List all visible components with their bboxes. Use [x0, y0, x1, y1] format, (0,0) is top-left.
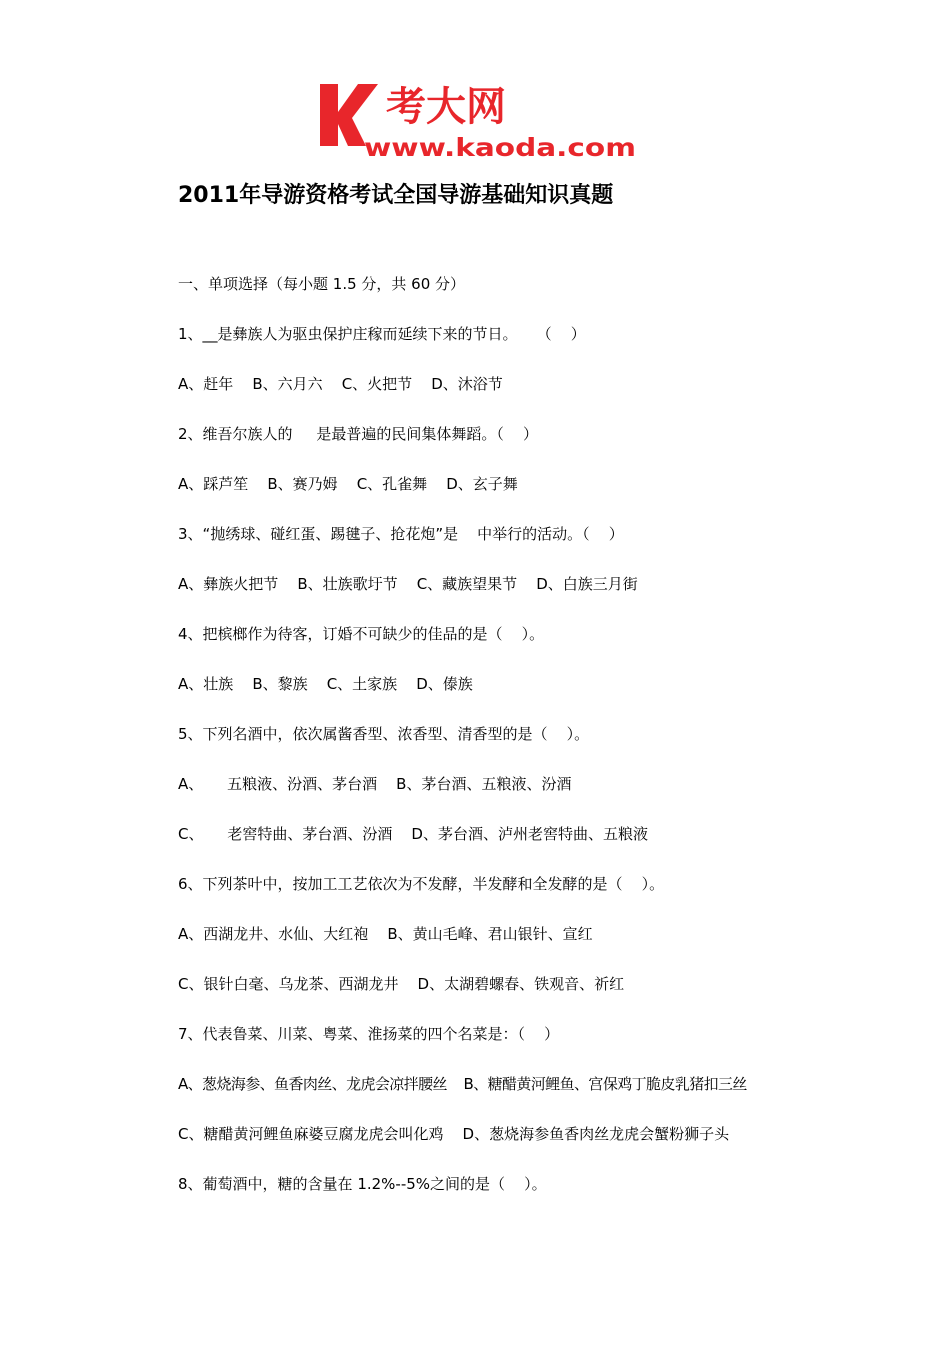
question-8: 8、葡萄酒中，糖的含量在 1.2%--5%之间的是（ ）。: [178, 1175, 547, 1193]
logo-url-text: www.kaoda.com: [364, 133, 636, 162]
kaoda-logo-graphic: [318, 82, 640, 162]
question-5-options-cd: C、 老窖特曲、茅台酒、汾酒 D、茅台酒、泸州老窖特曲、五粮液: [178, 825, 648, 843]
question-6-options-ab: A、西湖龙井、水仙、大红袍 B、黄山毛峰、君山银针、宣红: [178, 925, 593, 943]
question-1-options: A、赶年 B、六月六 C、火把节 D、沐浴节: [178, 375, 503, 393]
question-1: 1、__是彝族人为驱虫保护庄稼而延续下来的节日。 （ ）: [178, 325, 586, 343]
question-2-options: A、踩芦笙 B、赛乃姆 C、孔雀舞 D、玄子舞: [178, 475, 518, 493]
question-7-options-cd: C、糖醋黄河鲤鱼麻婆豆腐龙虎会叫化鸡 D、葱烧海参鱼香肉丝龙虎会蟹粉狮子头: [178, 1125, 730, 1143]
section-heading: 一、单项选择（每小题 1.5 分，共 60 分）: [178, 275, 466, 293]
question-6-options-cd: C、银针白毫、乌龙茶、西湖龙井 D、太湖碧螺春、铁观音、祈红: [178, 975, 625, 993]
kaoda-logo: [318, 82, 640, 162]
question-3: 3、“抛绣球、碰红蛋、踢毽子、抢花炮”是 中举行的活动。（ ）: [178, 525, 624, 543]
question-5: 5、下列名酒中，依次属酱香型、浓香型、清香型的是（ ）。: [178, 725, 590, 743]
question-7-options-ab: A、葱烧海参、鱼香肉丝、龙虎会凉拌腰丝 B、糖醋黄河鲤鱼、宫保鸡丁脆皮乳猪扣三丝: [178, 1075, 747, 1093]
question-7: 7、代表鲁菜、川菜、粤菜、淮扬菜的四个名菜是：（ ）: [178, 1025, 560, 1043]
document-title: 2011年导游资格考试全国导游基础知识真题: [178, 183, 614, 208]
question-5-options-ab: A、 五粮液、汾酒、茅台酒 B、茅台酒、五粮液、汾酒: [178, 775, 572, 793]
question-4-options: A、壮族 B、黎族 C、土家族 D、傣族: [178, 675, 473, 693]
question-3-options: A、彝族火把节 B、壮族歌圩节 C、藏族望果节 D、白族三月街: [178, 575, 638, 593]
question-4: 4、把槟榔作为待客，订婚不可缺少的佳品的是（ ）。: [178, 625, 545, 643]
logo-brand-text: 考大网: [386, 84, 506, 130]
question-6: 6、下列茶叶中，按加工工艺依次为不发酵，半发酵和全发酵的是（ ）。: [178, 875, 665, 893]
question-2: 2、维吾尔族人的 是最普遍的民间集体舞蹈。（ ）: [178, 425, 538, 443]
